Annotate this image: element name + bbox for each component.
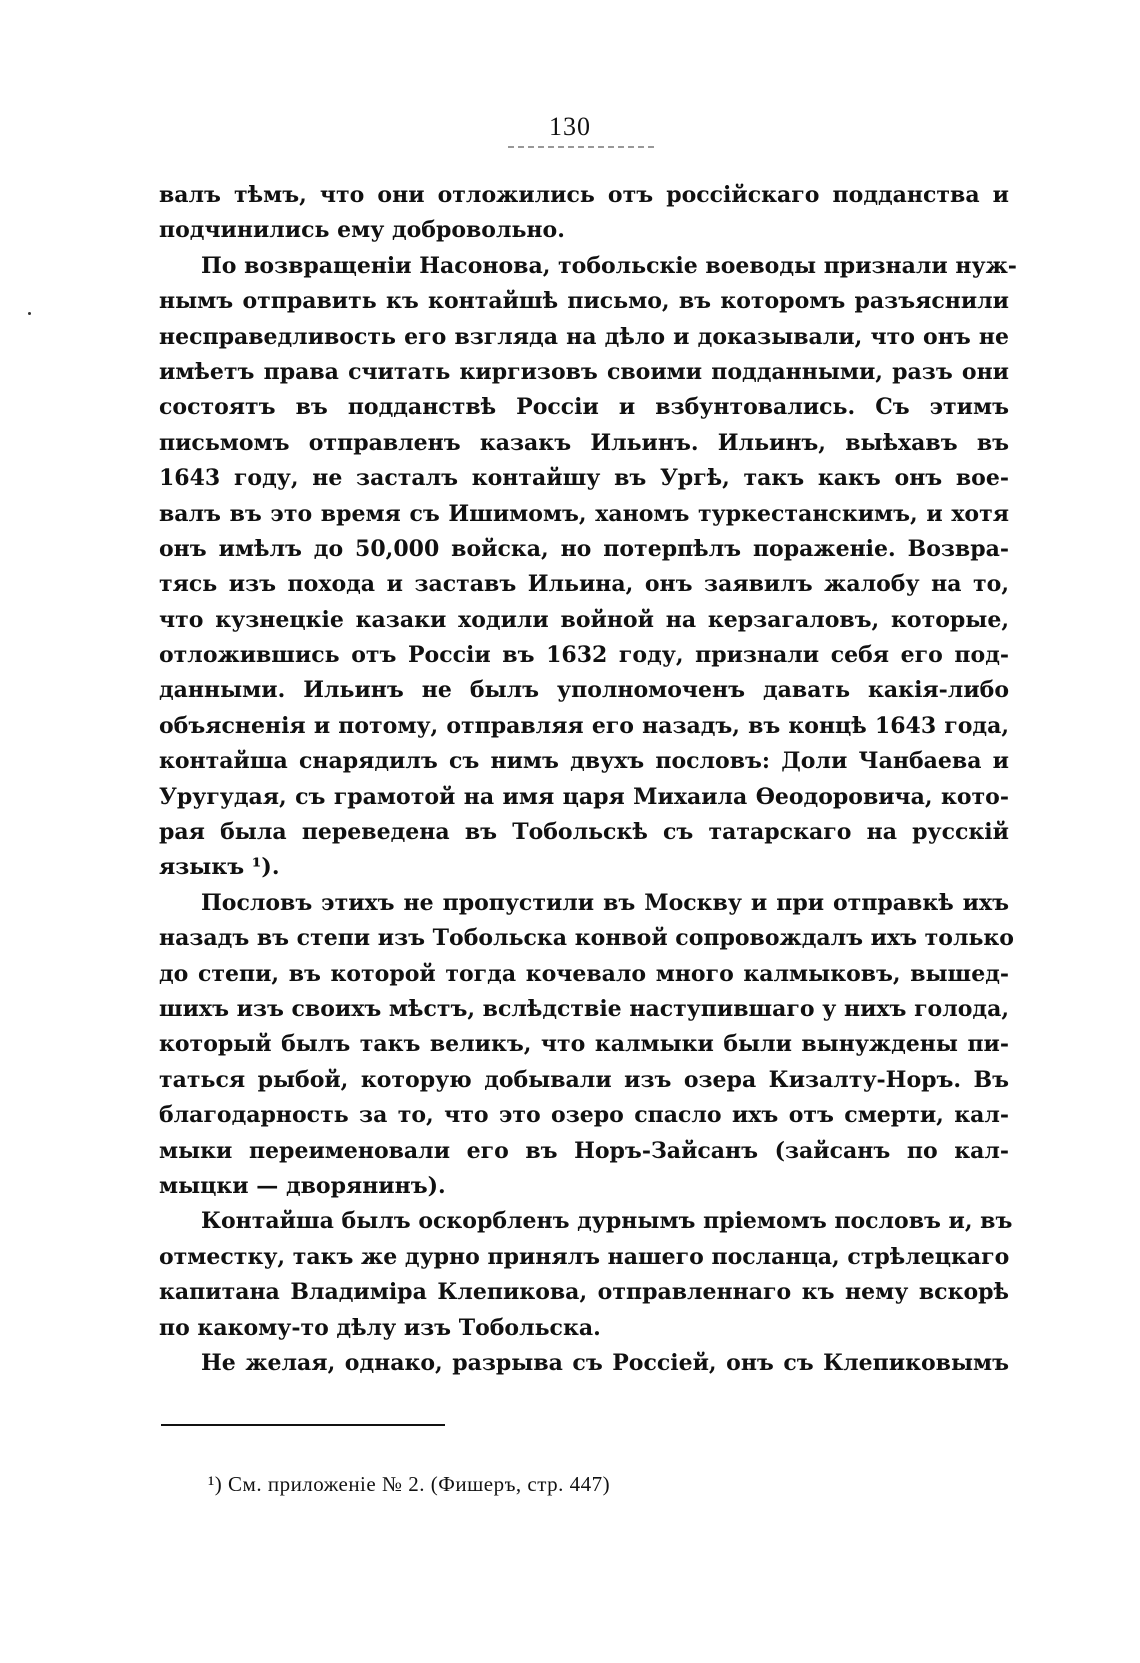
text-line: мыцки — дворянинъ).: [159, 1172, 446, 1199]
footnote-rule: [161, 1424, 445, 1426]
footnote: ¹) См. приложеніе № 2. (Фишеръ, стр. 447): [208, 1472, 611, 1496]
body-text: [159, 178, 1017, 1381]
text-line: имѣетъ права считать киргизовъ своими подданными, разъ они: [159, 358, 1009, 385]
text-line: 1643 году, не засталъ контайшу въ Ургѣ, такъ какъ онъ вое-: [159, 465, 1009, 492]
text-line: контайша снарядилъ съ нимъ двухъ пословъ: Доли Чанбаева и: [159, 748, 1009, 775]
text-line: что кузнецкіе казаки ходили войной на керзагаловъ, которые,: [159, 606, 1009, 633]
text-line: шихъ изъ своихъ мѣстъ, вслѣдствіе наступившаго у нихъ голода,: [159, 995, 1009, 1022]
text-line: объясненія и потому, отправляя его назадъ, въ концѣ 1643 года,: [159, 712, 1009, 739]
page-number-rule: [508, 146, 654, 148]
text-line: Пословъ этихъ не пропустили въ Москву и при отправкѣ ихъ: [201, 889, 1009, 916]
page-number: 130: [549, 112, 591, 141]
text-line: капитана Владиміра Клепикова, отправленнаго къ нему вскорѣ: [159, 1279, 1009, 1306]
text-line: данными. Ильинъ не былъ уполномоченъ давать какія-либо: [159, 677, 1009, 704]
text-line: мыки переименовали его въ Норъ-Зайсанъ (зайсанъ по кал-: [159, 1137, 1009, 1164]
text-line: несправедливость его взгляда на дѣло и доказывали, что онъ не: [159, 323, 1009, 350]
text-line: нымъ отправить къ контайшѣ письмо, въ которомъ разъяснили: [159, 288, 1009, 315]
text-line: письмомъ отправленъ казакъ Ильинъ. Ильинъ, выѣхавъ въ: [159, 429, 1009, 456]
text-line: тясь изъ похода и заставъ Ильина, онъ заявилъ жалобу на то,: [159, 571, 1009, 598]
text-line: до степи, въ которой тогда кочевало много калмыковъ, вышед-: [159, 960, 1009, 987]
text-line: языкъ ¹).: [159, 854, 280, 881]
text-line: Не желая, однако, разрыва съ Россіей, онъ съ Клепиковымъ: [201, 1349, 1009, 1376]
text-line: Уругудая, съ грамотой на имя царя Михаила Ѳеодоровича, кото-: [159, 783, 1009, 810]
text-line: По возвращеніи Насонова, тобольскіе воеводы признали нуж-: [201, 252, 1017, 279]
text-line: назадъ въ степи изъ Тобольска конвой сопровождалъ ихъ только: [159, 925, 1014, 952]
text-line: рая была переведена въ Тобольскѣ съ татарскаго на русскій: [159, 819, 1009, 846]
text-line: состоятъ въ подданствѣ Россіи и взбунтовались. Съ этимъ: [159, 394, 1009, 421]
text-line: который былъ такъ великъ, что калмыки были вынуждены пи-: [159, 1031, 1009, 1058]
text-line: благодарность за то, что это озеро спасло ихъ отъ смерти, кал-: [159, 1102, 1009, 1129]
text-line: таться рыбой, которую добывали изъ озера Кизалту-Норъ. Въ: [159, 1066, 1009, 1093]
text-line: подчинились ему добровольно.: [159, 217, 565, 244]
text-line: отместку, такъ же дурно принялъ нашего посланца, стрѣлецкаго: [159, 1243, 1010, 1270]
text-line: отложившись отъ Россіи въ 1632 году, признали себя его под-: [159, 642, 1009, 669]
text-line: валъ въ это время съ Ишимомъ, ханомъ туркестанскимъ, и хотя: [159, 500, 1009, 527]
text-line: Контайша былъ оскорбленъ дурнымъ пріемомъ пословъ и, въ: [201, 1208, 1013, 1235]
text-line: онъ имѣлъ до 50,000 войска, но потерпѣлъ пораженіе. Возвра-: [159, 535, 1009, 562]
text-line: по какому-то дѣлу изъ Тобольска.: [159, 1314, 601, 1341]
text-line: валъ тѣмъ, что они отложились отъ россійскаго подданства и: [159, 182, 1009, 208]
scan-speck: [28, 312, 31, 315]
